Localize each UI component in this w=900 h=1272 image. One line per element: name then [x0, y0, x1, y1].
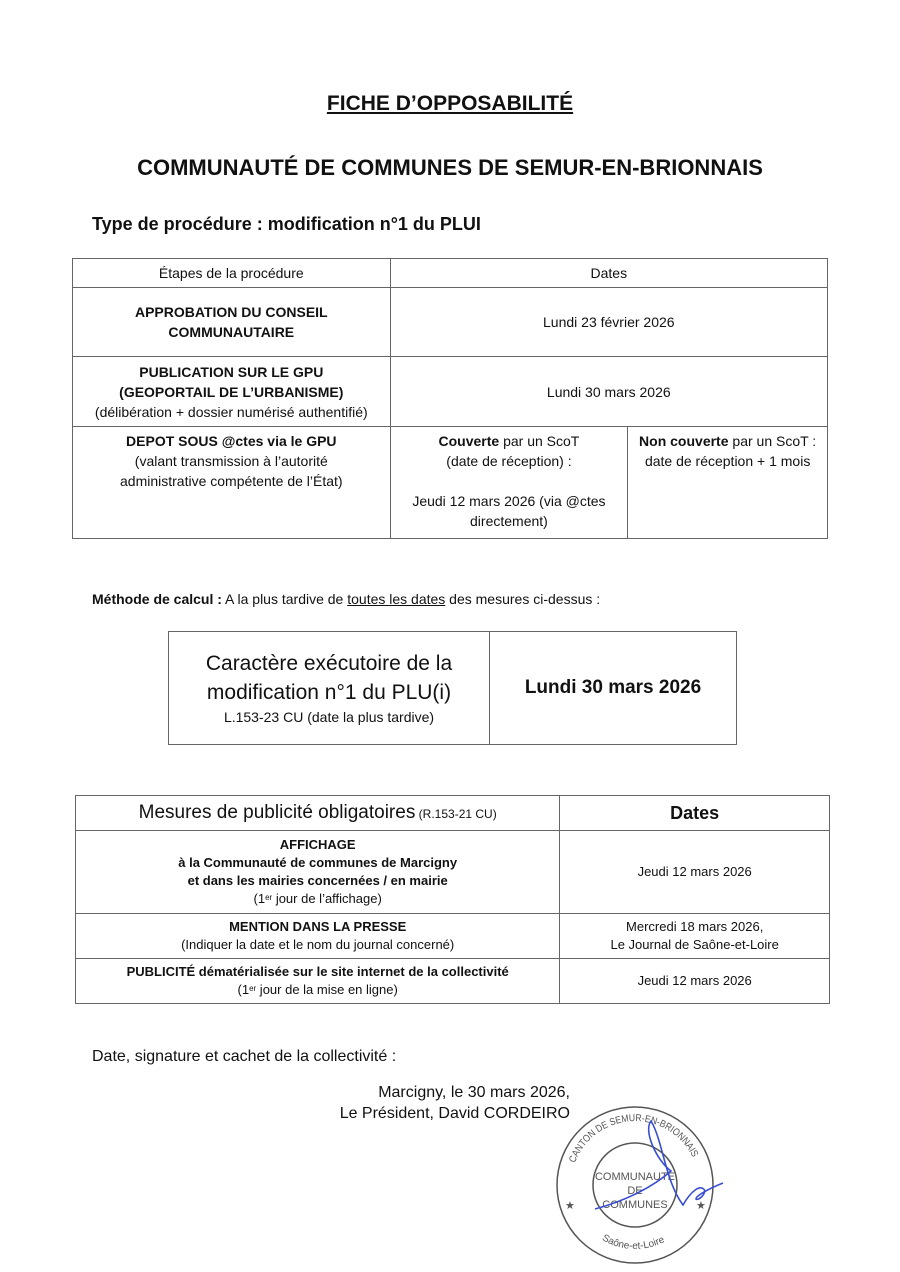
- step-line: COMMUNAUTAIRE: [168, 324, 295, 340]
- note-part: jour de l’affichage): [272, 891, 382, 906]
- header-dates: Dates: [390, 259, 827, 288]
- step-line: APPROBATION DU CONSEIL: [134, 304, 328, 320]
- note-part: jour de la mise en ligne): [256, 982, 398, 997]
- executory-title: modification n°1 du PLU(i): [206, 681, 452, 704]
- measure-bold: PUBLICITÉ: [126, 964, 196, 979]
- method-label: Méthode de calcul :: [92, 591, 222, 607]
- table-row: [73, 357, 828, 427]
- step-line: DEPOT SOUS @ctes via le GPU: [126, 433, 337, 449]
- step-note: (délibération + dossier numérisé authentifié): [94, 403, 368, 420]
- title-text: FICHE D’OPPOSABILITÉ: [326, 92, 574, 115]
- procedure-type: Type de procédure : modification n°1 du PLUI: [92, 214, 481, 234]
- date-cell: Lundi 23 février 2026: [390, 288, 827, 357]
- measure-line: MENTION DANS LA PRESSE: [229, 919, 407, 934]
- method-text: A la plus tardive de: [221, 591, 348, 607]
- method-text: des mesures ci-dessus :: [445, 591, 601, 607]
- header-ref: (R.153-21 CU): [415, 806, 497, 821]
- header-steps: Étapes de la procédure: [73, 259, 391, 288]
- executory-title: Caractère exécutoire de la: [205, 652, 453, 675]
- not-covered-text: par un ScoT :: [728, 433, 817, 449]
- table-row: [76, 831, 830, 914]
- signature-block: [340, 1082, 570, 1124]
- table-row: [73, 427, 828, 539]
- covered-cell: [390, 427, 628, 539]
- not-covered-note: date de réception + 1 mois: [644, 453, 811, 469]
- table-row: [76, 914, 830, 959]
- covered-label: Couverte: [438, 433, 500, 449]
- official-stamp: [545, 1095, 725, 1272]
- step-line: PUBLICATION SUR LE GPU: [139, 363, 324, 380]
- executory-ref: L.153-23 CU (date la plus tardive): [223, 709, 435, 725]
- date-line: Le Journal de Saône-et-Loire: [610, 937, 779, 952]
- note-sup: er: [265, 893, 273, 903]
- date-line: Mercredi 18 mars 2026,: [626, 919, 764, 934]
- step-cell: [73, 427, 391, 539]
- covered-date: Jeudi 12 mars 2026 (via @ctes: [412, 493, 606, 509]
- table-row: [73, 288, 828, 357]
- calculation-method: [92, 591, 600, 607]
- svg-text:★: ★: [565, 1200, 575, 1212]
- publicity-table: [75, 795, 830, 1004]
- measure-line: à la Communauté de communes de Marcigny: [178, 855, 458, 870]
- note-sup: er: [249, 984, 257, 994]
- step-cell: [73, 288, 391, 357]
- measure-note: [82, 890, 553, 908]
- date-cell: Jeudi 12 mars 2026: [560, 831, 830, 914]
- measure-cell: [76, 831, 560, 914]
- executory-box: [168, 631, 737, 745]
- svg-text:COMMUNAUTE: COMMUNAUTE: [594, 1171, 676, 1183]
- covered-note: (date de réception) :: [446, 453, 572, 469]
- table-header-row: [76, 796, 830, 831]
- step-cell: [73, 357, 391, 427]
- step-note: (valant transmission à l’autorité: [134, 453, 328, 469]
- not-covered-cell: [628, 427, 828, 539]
- date-cell: [560, 914, 830, 959]
- measure-cell: [76, 959, 560, 1004]
- document-title: [0, 92, 900, 116]
- svg-text:CANTON DE SEMUR-EN-BRIONNAIS: CANTON DE SEMUR-EN-BRIONNAIS: [567, 1112, 701, 1165]
- signatory: Le Président, David CORDEIRO: [339, 1105, 570, 1122]
- note-part: (1: [237, 982, 250, 997]
- procedure-steps-table: [72, 258, 828, 539]
- step-line: (GEOPORTAIL DE L’URBANISME): [119, 383, 344, 400]
- measure-note: [82, 981, 553, 999]
- measure-line: dématérialisée sur le site internet de la collectivité: [195, 964, 509, 979]
- organization-name: COMMUNAUTÉ DE COMMUNES DE SEMUR-EN-BRIONNAIS: [137, 155, 763, 180]
- measure-line: et dans les mairies concernées / en mairie: [187, 873, 448, 888]
- svg-text:COMMUNES: COMMUNES: [602, 1199, 668, 1211]
- header-dates: Dates: [560, 796, 830, 831]
- handwritten-signature: [595, 1121, 723, 1209]
- signature-label: Date, signature et cachet de la collectivité :: [92, 1048, 397, 1065]
- table-header-row: [73, 259, 828, 288]
- measure-note: (Indiquer la date et le nom du journal concerné): [181, 937, 455, 952]
- covered-date: directement): [470, 513, 548, 529]
- table-row: [76, 959, 830, 1004]
- note-part: (1: [253, 891, 266, 906]
- date-cell: Jeudi 12 mars 2026: [560, 959, 830, 1004]
- executory-label: [169, 632, 490, 744]
- place-date: Marcigny, le 30 mars 2026,: [378, 1084, 570, 1101]
- executory-date: Lundi 30 mars 2026: [524, 677, 702, 698]
- method-underlined: toutes les dates: [347, 591, 446, 607]
- measure-line: AFFICHAGE: [279, 837, 356, 852]
- svg-text:Saône-et-Loire: Saône-et-Loire: [600, 1232, 667, 1252]
- date-cell: Lundi 30 mars 2026: [390, 357, 827, 427]
- header-measures-text: Mesures de publicité obligatoires: [138, 801, 416, 823]
- step-note: administrative compétente de l’État): [120, 473, 343, 489]
- covered-text: par un ScoT: [499, 433, 580, 449]
- svg-text:DE: DE: [627, 1185, 643, 1197]
- header-measures: [76, 796, 560, 831]
- svg-text:★: ★: [696, 1200, 706, 1212]
- not-covered-label: Non couverte: [639, 433, 729, 449]
- measure-cell: [76, 914, 560, 959]
